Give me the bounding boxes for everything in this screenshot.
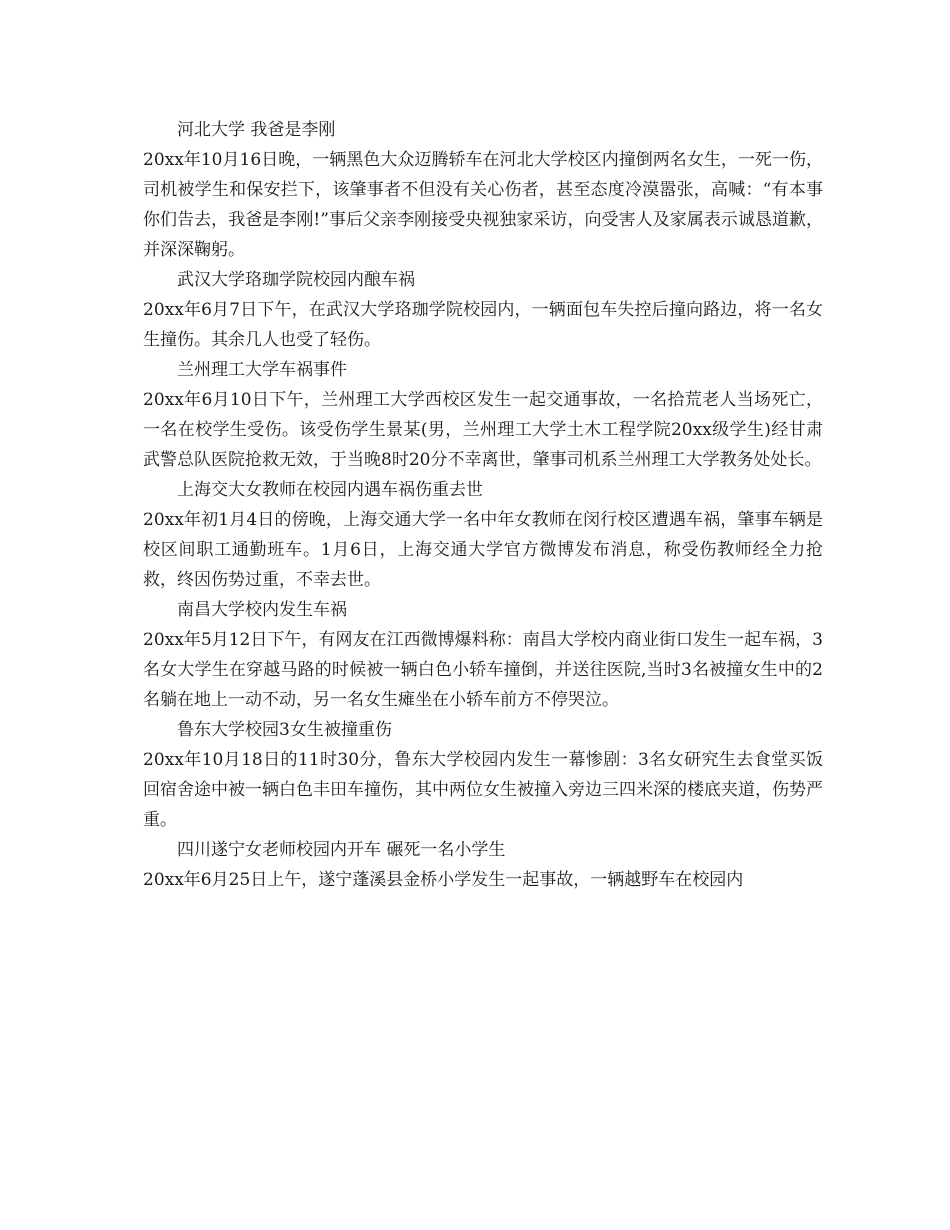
section-title: 武汉大学珞珈学院校园内酿车祸	[177, 270, 415, 290]
section-body: 20xx年初1月4日的傍晚，上海交通大学一名中年女教师在闵行校区遭遇车祸，肇事车辆是校区间职工通勤班车。1月6日，上海交通大学官方微博发布消息，称受伤教师经全力抢救，终因伤势过重，不幸去世。	[143, 510, 823, 590]
document-page	[143, 115, 823, 895]
section-body: 20xx年6月10日下午，兰州理工大学西校区发生一起交通事故，一名拾荒老人当场死亡，一名在校学生受伤。该受伤学生景某(男，兰州理工大学土木工程学院20xx级学生)经甘肃武警总队医院抢救无效，于当晚8时20分不幸离世，肇事司机系兰州理工大学教务处处长。	[143, 390, 823, 470]
section-title: 鲁东大学校园3女生被撞重伤	[177, 720, 392, 740]
article-section	[143, 265, 823, 355]
article-section	[143, 475, 823, 595]
section-body: 20xx年6月7日下午，在武汉大学珞珈学院校园内，一辆面包车失控后撞向路边，将一名女生撞伤。其余几人也受了轻伤。	[143, 300, 823, 350]
section-body: 20xx年10月18日的11时30分，鲁东大学校园内发生一幕惨剧：3名女研究生去食堂买饭回宿舍途中被一辆白色丰田车撞伤，其中两位女生被撞入旁边三四米深的楼底夹道，伤势严重。	[143, 750, 823, 830]
article-section	[143, 115, 823, 265]
article-section	[143, 835, 823, 895]
section-title: 河北大学 我爸是李刚	[177, 120, 336, 140]
section-title: 上海交大女教师在校园内遇车祸伤重去世	[177, 480, 483, 500]
section-title: 兰州理工大学车祸事件	[177, 360, 347, 380]
section-body: 20xx年5月12日下午，有网友在江西微博爆料称：南昌大学校内商业街口发生一起车祸，3名女大学生在穿越马路的时候被一辆白色小轿车撞倒，并送往医院,当时3名被撞女生中的2名躺在地上一动不动，另一名女生瘫坐在小轿车前方不停哭泣。	[143, 630, 823, 710]
section-body: 20xx年6月25日上午，遂宁蓬溪县金桥小学发生一起事故，一辆越野车在校园内	[143, 870, 744, 890]
section-title: 南昌大学校内发生车祸	[177, 600, 347, 620]
section-body: 20xx年10月16日晚，一辆黑色大众迈腾轿车在河北大学校区内撞倒两名女生，一死一伤，司机被学生和保安拦下，该肇事者不但没有关心伤者，甚至态度冷漠嚣张，高喊：“有本事你们告去，我爸是李刚!”事后父亲李刚接受央视独家采访，向受害人及家属表示诚恳道歉，并深深鞠躬。	[143, 150, 823, 260]
section-title: 四川遂宁女老师校园内开车 碾死一名小学生	[177, 840, 506, 860]
article-section	[143, 715, 823, 835]
article-section	[143, 355, 823, 475]
article-section	[143, 595, 823, 715]
